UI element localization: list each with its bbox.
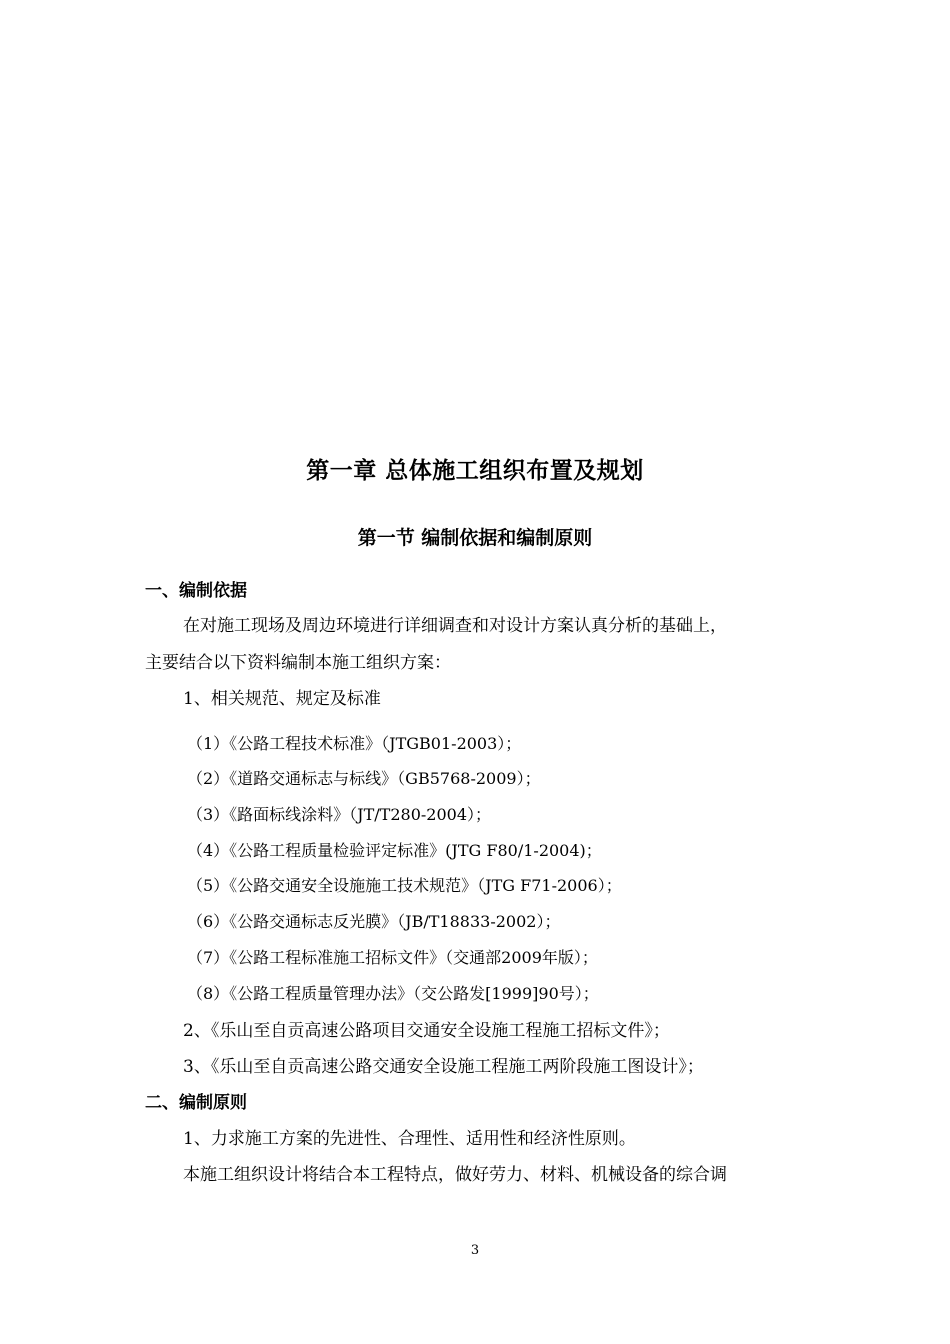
intro-line-2: 主要结合以下资料编制本施工组织方案： <box>145 653 451 673</box>
reference-item: （7）《公路工程标准施工招标文件》（交通部2009年版）； <box>187 948 598 967</box>
principle-1: 1、力求施工方案的先进性、合理性、适用性和经济性原则。 <box>183 1129 636 1149</box>
reference-item: （4）《公路工程质量检验评定标准》(JTG F80/1-2004)； <box>187 841 602 860</box>
paragraph-start: 本施工组织设计将结合本工程特点，做好劳力、材料、机械设备的综合调 <box>183 1165 727 1185</box>
heading-principles: 二、编制原则 <box>145 1093 247 1113</box>
reference-item: （5）《公路交通安全设施施工技术规范》（JTG F71-2006）； <box>187 876 622 895</box>
reference-item: （8）《公路工程质量管理办法》（交公路发[1999]90号）； <box>187 984 599 1003</box>
page-number: 3 <box>470 1243 480 1258</box>
chapter-title: 第一章 总体施工组织布置及规划 <box>306 458 644 484</box>
heading-basis: 一、编制依据 <box>145 581 247 601</box>
reference-item: （2）《道路交通标志与标线》（GB5768-2009）； <box>187 769 541 788</box>
intro-line-1: 在对施工现场及周边环境进行详细调查和对设计方案认真分析的基础上， <box>183 616 727 636</box>
item-3: 3、《乐山至自贡高速公路交通安全设施工程施工两阶段施工图设计》； <box>183 1057 704 1077</box>
item-2: 2、《乐山至自贡高速公路项目交通安全设施工程施工招标文件》； <box>183 1021 670 1041</box>
reference-item: （3）《路面标线涂料》（JT/T280-2004）； <box>187 805 491 824</box>
item-1-label: 1、相关规范、规定及标准 <box>183 689 381 709</box>
reference-item: （1）《公路工程技术标准》（JTGB01-2003）； <box>187 734 522 753</box>
reference-item: （6）《公路交通标志反光膜》（JB/T18833-2002）； <box>187 912 561 931</box>
section-title: 第一节 编制依据和编制原则 <box>357 527 593 549</box>
